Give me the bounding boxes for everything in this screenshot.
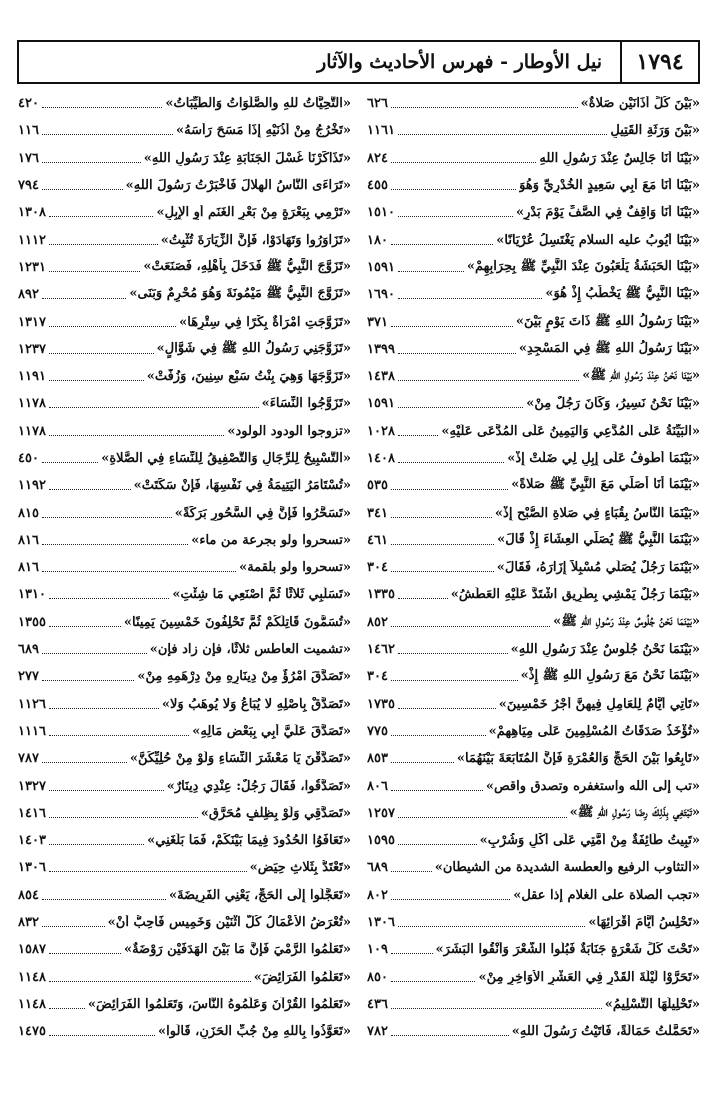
dot-leader (49, 244, 158, 245)
index-entry (18, 90, 351, 117)
hadith-text: «بَيْنَا أَنَا وَاقِفٌ فِي الصَّفِّ يَوْمَ بَدْرٍ» (515, 205, 700, 221)
index-entry (367, 172, 700, 199)
page-reference: ١٣١٠ (18, 587, 46, 603)
index-entry (367, 691, 700, 718)
page-reference: ١٤٠٣ (18, 833, 46, 849)
page-reference: ١٥١٠ (367, 205, 395, 221)
index-entry (18, 827, 351, 854)
index-entry (367, 527, 700, 554)
dot-leader (391, 107, 578, 108)
hadith-text: «تَصَدَّقْنَ يَا مَعْشَرَ النِّسَاءِ وَلَوْ مِنْ حُلِيِّكُنَّ» (129, 751, 351, 767)
hadith-text: «بَيْنَمَا أَطُوفُ عَلَى إِبِلٍ لِي ضَلَّتْ إِذْ» (507, 451, 700, 466)
page-reference: ١٤٦٢ (367, 642, 395, 658)
page-reference: ٤٣٦ (367, 996, 388, 1012)
hadith-text: «تَابِعُوا بَيْنَ الحَجِّ وَالعُمْرَةِ فَإِنَّ المُتَابَعَةَ بَيْنَهُمَا» (456, 751, 700, 767)
hadith-text: «بَيْنَا أَنَا جَالِسٌ عِنْدَ رَسُولِ اللهِ (539, 150, 700, 166)
dot-leader (42, 544, 188, 545)
index-entry (367, 363, 700, 390)
hadith-text: «تَعَجَّلُوا إِلَى الحَجِّ، يَعْنِي الفَرِيضَةَ» (168, 887, 351, 903)
dot-leader (391, 489, 508, 490)
index-entry (18, 691, 351, 718)
hadith-text: «تَصَدَّقُوا، فَقَالَ رَجُلٌ: عِنْدِي دِينَارٌ» (166, 778, 351, 794)
dot-leader (42, 517, 172, 518)
hadith-text: «بَيْنَ وَرَثَةِ القَتِيلِ (610, 123, 700, 139)
dot-leader (49, 326, 176, 327)
hadith-text: «تُعْرَضُ الأَعْمَالُ كُلَّ اثْنَيْنِ وَخَمِيسٍ فَأُحِبُّ أَنْ» (107, 915, 351, 931)
hadith-text: «التَّسْبِيحُ لِلرِّجَالِ وَالتَّصْفِيقُ لِلنِّسَاءِ فِي الصَّلاةِ» (101, 451, 351, 466)
dot-leader (49, 790, 164, 791)
hadith-text: «تَزَاوَرُوا وَتَهَادَوْا، فَإِنَّ الزِّيَارَةَ تُثْبِتُ» (160, 232, 351, 248)
index-entry (367, 445, 700, 472)
index-entry (18, 1018, 351, 1045)
page-reference: ١٠٩ (367, 942, 388, 958)
index-columns (17, 90, 700, 1100)
hadith-text: «تسحروا ولو بلقمة» (239, 560, 351, 576)
page-reference: ٦٨٩ (18, 642, 39, 658)
index-entry (367, 254, 700, 281)
page-reference: ٨٠٦ (367, 778, 388, 794)
dot-leader (391, 544, 494, 545)
page-reference: ١٨٠ (367, 232, 388, 248)
page-header (17, 40, 700, 84)
index-entry (367, 800, 700, 827)
dot-leader (42, 680, 134, 681)
dot-leader (42, 762, 127, 763)
index-entry (18, 745, 351, 772)
hadith-text: «تَعَوَّذُوا بِاللهِ مِنْ جُبِّ الحَزَنِ، قَالُوا» (158, 1024, 351, 1040)
dot-leader (391, 326, 513, 327)
page-reference: ١٣١٧ (18, 314, 46, 330)
page-reference: ٢٧٧ (18, 669, 39, 685)
hadith-text: «بَيْنَا النَّبِيُّ ﷺ يَخْطُبُ إِذْ هُوَ» (545, 286, 700, 302)
page-reference: ١٦٩٠ (367, 287, 395, 303)
hadith-text: «تُسْتَأْمَرُ اليَتِيمَةُ فِي نَفْسِهَا، فَإِنْ سَكَتَتْ» (133, 478, 351, 494)
dot-leader (49, 1035, 155, 1036)
dot-leader (391, 1035, 509, 1036)
page-reference: ١١٩١ (18, 369, 46, 385)
index-entry (18, 254, 351, 281)
dot-leader (391, 953, 433, 954)
page-reference: ٦٢٦ (367, 96, 388, 112)
hadith-text: «تَصَدَّقَ عَلَيَّ أَبِي بِبَعْضِ مَالِهِ» (192, 723, 351, 739)
page-reference: ١٣٣٥ (367, 587, 395, 603)
hadith-text: «تُسَمُّونَ قَاتِلَكُمْ ثُمَّ تَحْلِفُونَ خَمْسِينَ يَمِينًا» (123, 614, 351, 630)
index-entry (18, 800, 351, 827)
dot-leader (42, 462, 98, 463)
index-entry (18, 964, 351, 991)
page-reference: ٨١٦ (18, 560, 39, 576)
index-entry (367, 936, 700, 963)
hadith-text: «التثاوب الرفيع والعطسة الشديدة من الشيطان» (434, 860, 700, 876)
index-entry (367, 226, 700, 253)
page-reference: ١٥٨٧ (18, 942, 46, 958)
dot-leader (42, 926, 105, 927)
page-reference: ٣٤١ (367, 505, 388, 521)
index-entry (367, 499, 700, 526)
dot-leader (49, 380, 144, 381)
dot-leader (391, 735, 486, 736)
hadith-text: «تَرْمِي بِبَعْرَةٍ مِنْ بَعْرِ الغَنَمِ أَوِ الإِبِلِ» (156, 205, 351, 221)
index-entry (367, 609, 700, 636)
index-entry (18, 418, 351, 445)
dot-leader (49, 353, 154, 354)
page-reference: ١١٦ (18, 123, 39, 139)
hadith-text: «بَيْنَمَا النَّاسُ بِقُبَاءٍ فِي صَلاةِ الصُّبْحِ إِذْ» (494, 505, 700, 521)
dot-leader (42, 189, 123, 190)
hadith-text: «بَيْنَمَا نَحْنُ مَعَ رَسُولِ اللهِ ﷺ إِذْ» (520, 668, 700, 684)
index-entry (18, 581, 351, 608)
hadith-text: «تَزَوَّجَهَا وَهِيَ بِنْتُ سَبْعِ سِنِينَ، وَزُفَّتْ» (146, 369, 351, 385)
page-number: ١٧٩٤ (620, 42, 698, 82)
page-reference: ٧٨٢ (367, 1024, 388, 1040)
page-reference: ٨٠٢ (367, 887, 388, 903)
dot-leader (49, 216, 154, 217)
page-reference: ٥٣٥ (367, 478, 388, 494)
hadith-text: «بَيْنَا رَسُولُ اللهِ ﷺ ذَاتَ يَوْمٍ بَيْنَ» (515, 313, 700, 329)
dot-leader (49, 953, 121, 954)
hadith-text: «تَبْتَغِي بِذَلِكَ رِضَا رَسُولِ اللهِ ﷺ» (569, 804, 700, 820)
page-reference: ١٢٣٧ (18, 341, 46, 357)
page-reference: ٨٥٤ (18, 887, 39, 903)
hadith-text: «التَّحِيَّاتُ للهِ والصَّلَوَاتُ وَالطَّيِّبَاتُ» (165, 96, 351, 112)
page-reference: ١١٧٨ (18, 423, 46, 439)
dot-leader (49, 981, 251, 982)
hadith-text: «تزوجوا الودود الولود» (227, 423, 351, 439)
page-reference: ١١٦١ (367, 123, 395, 139)
index-entry (367, 964, 700, 991)
index-entry (18, 281, 351, 308)
dot-leader (42, 162, 141, 163)
index-entry (18, 636, 351, 663)
hadith-text: «تَزَوَّجَنِي رَسُولُ اللهِ ﷺ فِي شَوَّالٍ» (156, 340, 351, 356)
hadith-text: «تَخْرُجُ مِنْ أُذُنَيْهِ إِذَا مَسَحَ رَأْسَهُ» (176, 123, 351, 139)
hadith-text: «بَيْنَا أَيُوبُ عليه السلام يَغْتَسِلُ عُرْيَانًا» (496, 232, 700, 248)
index-entry (367, 281, 700, 308)
hadith-text: «تَعَلَّمُوا القُرْآنَ وَعَلِّمُوهُ النَّاسَ، وَتَعَلَّمُوا الفَرَائِضَ» (87, 996, 351, 1012)
hadith-text: «تشميت العاطس ثلاثًا، فإن زاد فإن» (149, 642, 351, 658)
index-entry (18, 718, 351, 745)
page-title: نيل الأوطار - فهرس الأحاديث والآثار (317, 51, 602, 73)
hadith-text: «بَيْنَا الحَبَشَةُ يَلْعَبُونَ عِنْدَ النَّبِيِّ ﷺ بِحِرَابِهِمْ» (466, 258, 700, 274)
page-reference: ٤٢٠ (18, 96, 39, 112)
dot-leader (391, 189, 516, 190)
dot-leader (49, 626, 121, 627)
index-entry (367, 472, 700, 499)
hadith-text: «تَزَوَّجَتِ امْرَأَةٌ بِكْرًا فِي سِتْرِهَا» (179, 314, 351, 330)
index-entry (367, 718, 700, 745)
dot-leader (391, 626, 550, 627)
page-reference: ١٣٥٥ (18, 614, 46, 630)
dot-leader (42, 134, 173, 135)
page-reference: ١١٩٢ (18, 478, 46, 494)
dot-leader (49, 844, 144, 845)
index-entry (367, 909, 700, 936)
index-entry (367, 554, 700, 581)
dot-leader (391, 162, 536, 163)
hadith-text: «تَصَدَّقَ امْرُؤٌ مِنْ دِينَارِهِ مِنْ دِرْهَمِهِ مِنْ» (137, 669, 351, 685)
dot-leader (398, 435, 438, 436)
index-entry (18, 499, 351, 526)
dot-leader (391, 1008, 602, 1009)
dot-leader (42, 298, 126, 299)
dot-leader (398, 298, 542, 299)
dot-leader (49, 271, 140, 272)
dot-leader (42, 899, 166, 900)
dot-leader (398, 134, 607, 135)
dot-leader (49, 598, 169, 599)
index-entry (367, 636, 700, 663)
hadith-text: «تَسَلَّبِي ثَلاثًا ثُمَّ اصْنَعِي مَا شِئْتِ» (172, 587, 351, 603)
dot-leader (49, 708, 159, 709)
page-reference: ١٢٣١ (18, 259, 46, 275)
dot-leader (49, 1008, 85, 1009)
dot-leader (398, 353, 516, 354)
index-entry (367, 199, 700, 226)
dot-leader (49, 817, 198, 818)
index-entry (18, 527, 351, 554)
index-entry (367, 827, 700, 854)
hadith-text: «تَحَرَّوْا لَيْلَةَ القَدْرِ فِي العَشْرِ الأَوَاخِرِ مِنْ» (478, 969, 700, 985)
hadith-text: «بَيْنَمَا رَجُلٌ يُصَلِّي مُسْبِلاً إِزَارَهُ، فَقَالَ» (496, 560, 700, 576)
dot-leader (398, 844, 477, 845)
page-reference: ١١٤٨ (18, 996, 46, 1012)
page-reference: ١٧٣٥ (367, 696, 395, 712)
page-reference: ٧٩٤ (18, 178, 39, 194)
index-entry (367, 90, 700, 117)
hadith-text: «تَزَوَّجُوا النِّسَاءَ» (261, 396, 351, 412)
index-entry (367, 390, 700, 417)
hadith-text: «تَصَدَّقْ بِأَصْلِهِ لا يُبَاعُ وَلا يُوهَبُ وَلا» (161, 696, 351, 712)
page-reference: ١٤٧٥ (18, 1024, 46, 1040)
hadith-text: «تب إلى الله واستغفره وتصدق واقص» (485, 778, 700, 794)
page-reference: ٦٨٩ (367, 860, 388, 876)
dot-leader (42, 107, 162, 108)
index-entry (367, 882, 700, 909)
page-reference: ٧٧٥ (367, 723, 388, 739)
hadith-text: «بَيْنَمَا رَجُلٌ يَمْشِي بِطَرِيقٍ اشْتَدَّ عَلَيْهِ العَطَشُ» (450, 587, 700, 603)
dot-leader (391, 571, 494, 572)
hadith-text: «تَحْلِسُ أَيَّامَ أَقْرَائِهَا» (588, 915, 700, 931)
page-reference: ٨٥٠ (367, 969, 388, 985)
index-entry (18, 772, 351, 799)
index-entry (18, 472, 351, 499)
hadith-text: «تَحْتَ كُلِّ شَعْرَةٍ جَنَابَةٌ فَبُلُّوا الشَّعْرَ وَأَنْقُوا البَشَرَ» (435, 942, 700, 958)
index-entry (18, 336, 351, 363)
page-reference: ١٣٠٦ (18, 860, 46, 876)
index-entry (18, 663, 351, 690)
index-entry (18, 936, 351, 963)
hadith-text: «تَصَدَّقِي وَلَوْ بِظِلْفٍ مُحَرَّقٍ» (200, 805, 351, 821)
hadith-text: «تَأْتِي أَيَّامٌ لِلْعَامِلِ فِيهِنَّ أَجْرُ خَمْسِينَ» (498, 696, 700, 712)
hadith-text: «تَزَوَّجَ النَّبِيُّ ﷺ مَيْمُونَةَ وَهُوَ مُحْرِمٌ وَبَنَى» (129, 286, 351, 302)
dot-leader (42, 653, 147, 654)
hadith-text: «بَيْنَا نَحْنُ عِنْدَ رَسُولِ اللهِ ﷺ» (582, 368, 700, 384)
index-entry (18, 554, 351, 581)
index-entry (18, 909, 351, 936)
index-entry (18, 390, 351, 417)
dot-leader (398, 216, 513, 217)
index-entry (367, 145, 700, 172)
index-entry (367, 581, 700, 608)
index-entry (18, 363, 351, 390)
dot-leader (391, 790, 483, 791)
page-reference: ٨١٦ (18, 532, 39, 548)
hadith-text: «بَيْنَا نَحْنُ نَسِيرُ، وَكَانَ رَجُلٌ مِنْ» (526, 396, 700, 412)
page-reference: ٨٥٢ (367, 614, 388, 630)
dot-leader (391, 517, 492, 518)
hadith-text: «تجب الصلاة على الغلام إذا عقل» (513, 887, 700, 903)
page-reference: ١٥٩١ (367, 396, 395, 412)
page-reference: ٨٩٢ (18, 287, 39, 303)
page-reference: ٤٦١ (367, 532, 388, 548)
page-reference: ١٣٩٩ (367, 341, 395, 357)
page-reference: ٤٥٠ (18, 451, 39, 466)
page-reference: ١٢٥٧ (367, 805, 395, 821)
index-entry (18, 882, 351, 909)
hadith-text: «تَبِيتُ طَائِفَةٌ مِنْ أُمَّتِي عَلَى أَكْلٍ وَشُرْبٍ» (479, 833, 700, 849)
hadith-text: «بَيْنَا أَنَا مَعَ أَبِي سَعِيدٍ الخُدْرِيِّ وَهُوَ (519, 178, 700, 194)
page-reference: ٣٠٤ (367, 560, 388, 576)
index-entry (18, 117, 351, 144)
index-entry (18, 172, 351, 199)
index-entry (367, 336, 700, 363)
page-reference: ١١١٦ (18, 723, 46, 739)
hadith-text: «تَسَحَّرُوا فَإِنَّ فِي السَّحُورِ بَرَكَةً» (174, 505, 351, 521)
index-entry (18, 199, 351, 226)
dot-leader (398, 708, 496, 709)
page-reference: ١٤٠٨ (367, 451, 395, 466)
dot-leader (391, 244, 493, 245)
hadith-text: «تَعَلَّمُوا الرَّمْيَ فَإِنَّ مَا بَيْنَ الهَدَفَيْنِ رَوْضَةٌ» (123, 942, 351, 958)
index-entry (18, 609, 351, 636)
hadith-text: «تَحْلِيلُهَا التَّسْلِيمُ» (604, 996, 700, 1012)
hadith-text: «تُؤْخَذُ صَدَقَاتُ المُسْلِمِينَ عَلَى مِيَاهِهِمْ» (488, 723, 700, 739)
dot-leader (49, 489, 131, 490)
dot-leader (398, 598, 448, 599)
dot-leader (398, 271, 464, 272)
index-entry (18, 226, 351, 253)
dot-leader (49, 407, 259, 408)
index-entry (367, 991, 700, 1018)
hadith-text: «تَرَاءَى النَّاسُ الهِلالَ فَأَخْبَرْتُ رَسُولَ اللهِ» (125, 178, 351, 194)
hadith-text: «بَيْنَمَا نَحْنُ جُلُوسٌ عِنْدَ رَسُولِ اللهِ» (510, 642, 700, 658)
dot-leader (391, 680, 518, 681)
dot-leader (398, 380, 579, 381)
page-reference: ٣٧١ (367, 314, 388, 330)
hadith-text: «تَعْتَدُّ بِثَلاثِ حِيَضٍ» (249, 860, 351, 876)
dot-leader (49, 735, 189, 736)
index-entry (18, 854, 351, 881)
index-entry (367, 117, 700, 144)
hadith-text: «تسحروا ولو بجرعة من ماء» (191, 532, 351, 548)
hadith-text: «بَيْنَ كُلِّ أَذَانَيْنِ صَلاةٌ» (580, 96, 700, 112)
dot-leader (398, 817, 567, 818)
page-reference: ١١٤٨ (18, 969, 46, 985)
index-entry (367, 745, 700, 772)
page-reference: ١١١٢ (18, 232, 46, 248)
page-reference: ٨٣٢ (18, 915, 39, 931)
right-column (359, 90, 700, 1100)
page-reference: ٨١٥ (18, 505, 39, 521)
hadith-text: «البَيِّنَةُ عَلَى المُدَّعِي وَاليَمِينُ عَلَى المُدَّعَى عَلَيْهِ» (441, 423, 700, 439)
page-reference: ١٤٣٨ (367, 369, 395, 385)
index-entry (367, 663, 700, 690)
page-reference: ٨٥٣ (367, 751, 388, 767)
index-entry (18, 445, 351, 472)
page-reference: ١٥٩٥ (367, 833, 395, 849)
page-reference: ١٣٢٧ (18, 778, 46, 794)
page-reference: ١٣٠٦ (367, 915, 395, 931)
dot-leader (49, 871, 247, 872)
dot-leader (391, 899, 510, 900)
page-reference: ٤٥٥ (367, 178, 388, 194)
index-entry (367, 1018, 700, 1045)
index-entry (367, 418, 700, 445)
hadith-text: «بَيْنَا رَسُولُ اللهِ ﷺ فِي المَسْجِدِ» (518, 340, 700, 356)
page-reference: ٨٢٤ (367, 150, 388, 166)
dot-leader (391, 762, 454, 763)
left-column (18, 90, 359, 1100)
hadith-text: «بَيْنَمَا نَحْنُ جُلُوسٌ عِنْدَ رَسُولِ اللهِ ﷺ» (553, 613, 700, 629)
hadith-text: «تَعَافَوُا الحُدُودَ فِيمَا بَيْنَكُمْ، فَمَا بَلَغَنِي» (147, 833, 351, 849)
page-reference: ١٥٩١ (367, 259, 395, 275)
hadith-text: «تَزَوَّجَ النَّبِيُّ ﷺ فَدَخَلَ بِأَهْلِهِ، فَصَنَعَتْ» (143, 258, 351, 274)
index-entry (367, 308, 700, 335)
index-entry (18, 991, 351, 1018)
dot-leader (398, 653, 508, 654)
hadith-text: «تَعَلَّمُوا الفَرَائِضَ» (253, 969, 351, 985)
dot-leader (49, 435, 224, 436)
hadith-text: «بَيْنَمَا أَنَا أُصَلِّي مَعَ النَّبِيِّ ﷺ صَلاةً» (511, 477, 700, 493)
hadith-text: «بَيْنَمَا النَّبِيُّ ﷺ يُصَلِّي العِشَاءَ إِذْ قَالَ» (497, 531, 700, 547)
hadith-text: «تَحَمَّلْتُ حَمَالَةً، فَأَتَيْتُ رَسُولَ اللهِ» (511, 1024, 700, 1040)
page-reference: ١٤١٦ (18, 805, 46, 821)
index-entry (367, 772, 700, 799)
page-reference: ١١٧٨ (18, 396, 46, 412)
hadith-text: «تَذَاكَرْنَا غُسْلَ الجَنَابَةِ عِنْدَ رَسُولِ اللهِ» (143, 150, 351, 166)
page-reference: ١٣٠٨ (18, 205, 46, 221)
page-reference: ١٧٦ (18, 150, 39, 166)
page-reference: ١١٢٦ (18, 696, 46, 712)
dot-leader (391, 981, 476, 982)
dot-leader (42, 571, 236, 572)
page-reference: ٧٨٧ (18, 751, 39, 767)
dot-leader (391, 871, 432, 872)
index-entry (367, 854, 700, 881)
dot-leader (398, 462, 504, 463)
index-entry (18, 308, 351, 335)
dot-leader (398, 926, 585, 927)
index-entry (18, 145, 351, 172)
page-reference: ٣٠٤ (367, 669, 388, 685)
dot-leader (398, 407, 523, 408)
page-reference: ١٠٢٨ (367, 423, 395, 439)
